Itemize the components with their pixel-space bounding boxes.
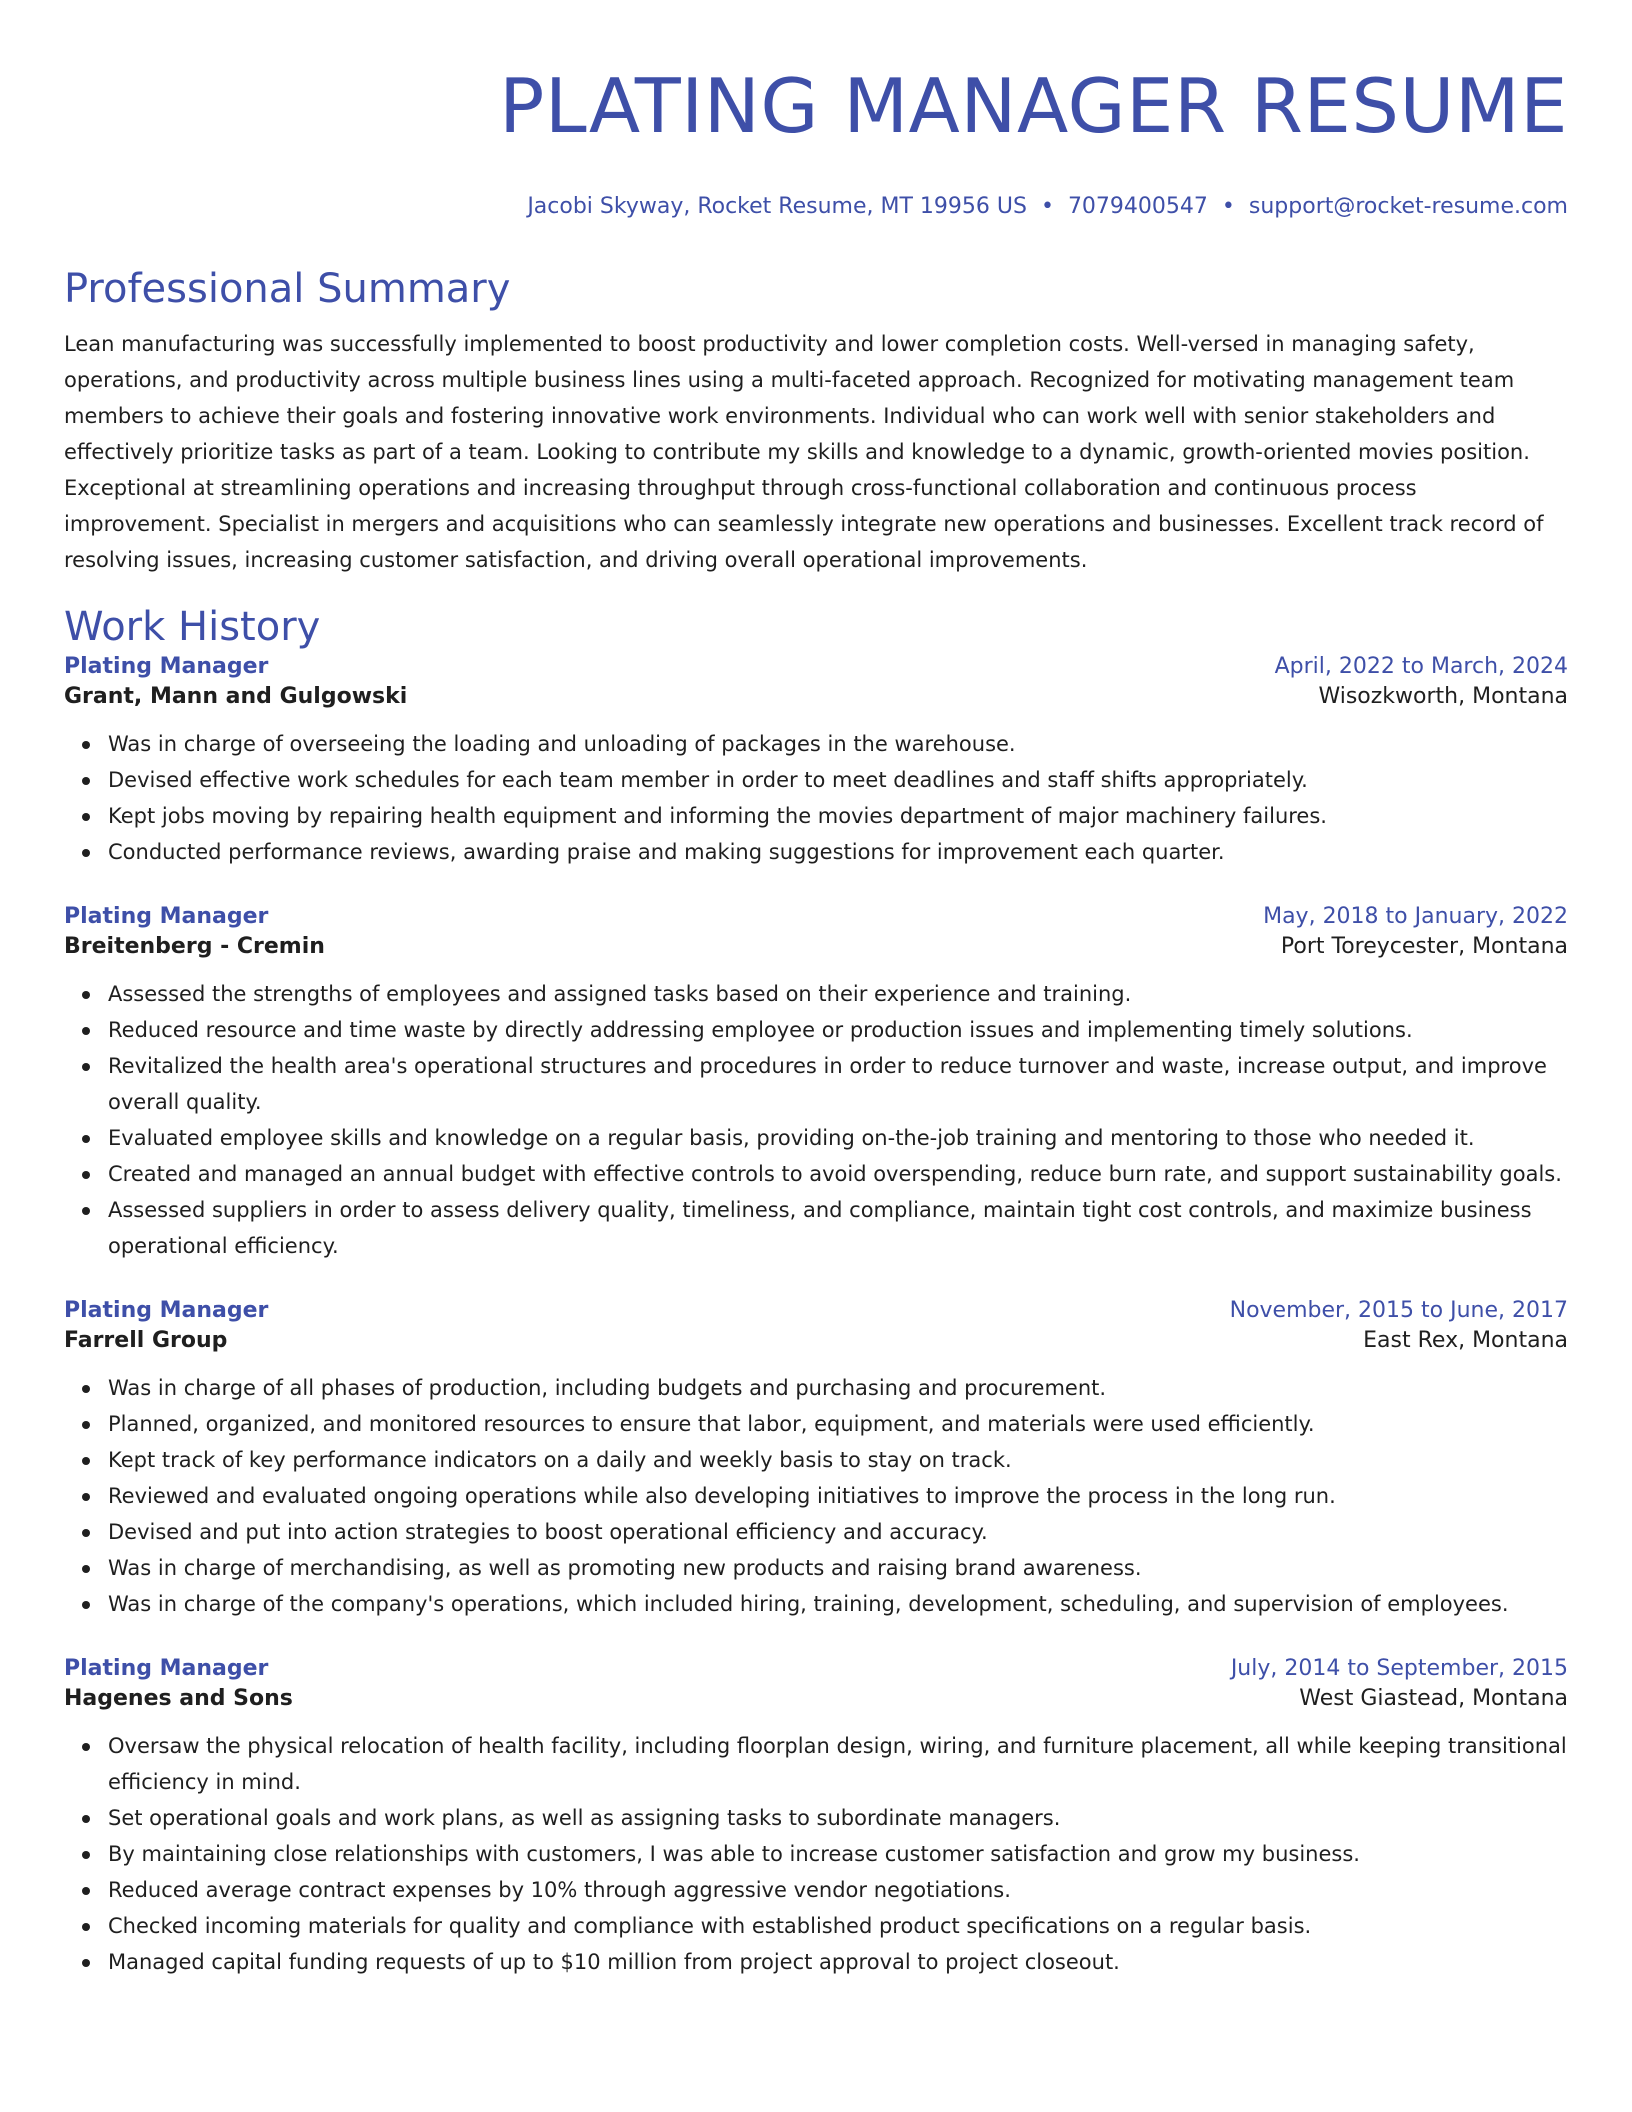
job-title: Plating Manager	[64, 904, 269, 929]
job-header-row	[64, 652, 1568, 682]
list-item: Set operational goals and work plans, as well as assigning tasks to subordinate managers.	[108, 1800, 1568, 1836]
job-company-row	[64, 1326, 1568, 1356]
resume-title: PLATING MANAGER RESUME	[499, 62, 1568, 150]
list-item: Revitalized the health area's operational structures and procedures in order to reduce turnover and waste, increase output, and improve overall quality.	[108, 1048, 1568, 1120]
job-header-row	[64, 902, 1568, 932]
job-company: Breitenberg - Cremin	[64, 934, 325, 959]
list-item: Reduced resource and time waste by directly addressing employee or production issues and implementing timely solutions.	[108, 1012, 1568, 1048]
contact-separator: •	[1221, 194, 1235, 219]
job-bullets	[64, 1370, 1568, 1622]
list-item: Kept jobs moving by repairing health equipment and informing the movies department of major machinery failures.	[108, 798, 1568, 834]
resume-header	[64, 56, 1568, 222]
job-company: Grant, Mann and Gulgowski	[64, 684, 408, 709]
list-item: Was in charge of all phases of production, including budgets and purchasing and procurement.	[108, 1370, 1568, 1406]
job-bullets	[64, 1728, 1568, 1980]
job-company: Hagenes and Sons	[64, 1686, 293, 1711]
job-entry	[64, 1654, 1568, 1980]
list-item: Assessed the strengths of employees and assigned tasks based on their experience and training.	[108, 976, 1568, 1012]
list-item: Devised effective work schedules for each team member in order to meet deadlines and staff shifts appropriately.	[108, 762, 1568, 798]
job-dates: November, 2015 to June, 2017	[1229, 1298, 1568, 1323]
summary-text: Lean manufacturing was successfully implemented to boost productivity and lower completion costs. Well-versed in managing safety, operations, and productivity across multiple business lines using a multi-faceted approach. Recognized for motivating management team members to achieve their goals and fostering innovative work environments. Individual who can work well with senior stakeholders and effectively prioritize tasks as part of a team. Looking to contribute my skills and knowledge to a dynamic, growth-oriented movies position. Exceptional at streamlining operations and increasing throughput through cross-functional collaboration and continuous process improvement. Specialist in mergers and acquisitions who can seamlessly integrate new operations and businesses. Excellent track record of resolving issues, increasing customer satisfaction, and driving overall operational improvements.	[64, 332, 1544, 572]
list-item: Was in charge of merchandising, as well as promoting new products and raising brand awareness.	[108, 1550, 1568, 1586]
list-item: Was in charge of the company's operations, which included hiring, training, development, scheduling, and supervision of employees.	[108, 1586, 1568, 1622]
job-company-row	[64, 932, 1568, 962]
list-item: By maintaining close relationships with customers, I was able to increase customer satisfaction and grow my business.	[108, 1836, 1568, 1872]
list-item: Conducted performance reviews, awarding praise and making suggestions for improvement each quarter.	[108, 834, 1568, 870]
job-title: Plating Manager	[64, 1656, 269, 1681]
list-item: Kept track of key performance indicators on a daily and weekly basis to stay on track.	[108, 1442, 1568, 1478]
job-location: Port Toreycester, Montana	[1280, 934, 1568, 959]
job-location: Wisozkworth, Montana	[1318, 684, 1568, 709]
job-company: Farrell Group	[64, 1328, 228, 1353]
job-company-row	[64, 1684, 1568, 1714]
list-item: Devised and put into action strategies to boost operational efficiency and accuracy.	[108, 1514, 1568, 1550]
job-bullets	[64, 976, 1568, 1264]
job-header-row	[64, 1296, 1568, 1326]
job-header-row	[64, 1654, 1568, 1684]
work-history-list	[64, 652, 1568, 1980]
contact-address: Jacobi Skyway, Rocket Resume, MT 19956 US	[527, 194, 1027, 219]
contact-separator: •	[1040, 194, 1054, 219]
job-location: West Giastead, Montana	[1299, 1686, 1568, 1711]
job-dates: July, 2014 to September, 2015	[1230, 1656, 1568, 1681]
list-item: Reduced average contract expenses by 10% through aggressive vendor negotiations.	[108, 1872, 1568, 1908]
contact-line	[64, 192, 1568, 222]
job-title: Plating Manager	[64, 1298, 269, 1323]
summary-heading: Professional Summary	[64, 266, 511, 312]
list-item: Was in charge of overseeing the loading and unloading of packages in the warehouse.	[108, 726, 1568, 762]
job-dates: May, 2018 to January, 2022	[1263, 904, 1568, 929]
list-item: Managed capital funding requests of up to $10 million from project approval to project closeout.	[108, 1944, 1568, 1980]
job-title: Plating Manager	[64, 654, 269, 679]
job-entry	[64, 1296, 1568, 1622]
contact-email[interactable]: support@rocket-resume.com	[1248, 194, 1568, 219]
job-entry	[64, 652, 1568, 870]
list-item: Reviewed and evaluated ongoing operations while also developing initiatives to improve the process in the long run.	[108, 1478, 1568, 1514]
list-item: Oversaw the physical relocation of health facility, including floorplan design, wiring, and furniture placement, all while keeping transitional efficiency in mind.	[108, 1728, 1568, 1800]
job-dates: April, 2022 to March, 2024	[1274, 654, 1568, 679]
job-bullets	[64, 726, 1568, 870]
contact-phone: 7079400547	[1067, 194, 1208, 219]
list-item: Checked incoming materials for quality and compliance with established product specifications on a regular basis.	[108, 1908, 1568, 1944]
job-company-row	[64, 682, 1568, 712]
work-history-heading: Work History	[64, 604, 321, 650]
list-item: Evaluated employee skills and knowledge on a regular basis, providing on-the-job training and mentoring to those who needed it.	[108, 1120, 1568, 1156]
job-location: East Rex, Montana	[1363, 1328, 1568, 1353]
list-item: Planned, organized, and monitored resources to ensure that labor, equipment, and materials were used efficiently.	[108, 1406, 1568, 1442]
list-item: Created and managed an annual budget with effective controls to avoid overspending, reduce burn rate, and support sustainability goals.	[108, 1156, 1568, 1192]
job-entry	[64, 902, 1568, 1264]
list-item: Assessed suppliers in order to assess delivery quality, timeliness, and compliance, maintain tight cost controls, and maximize business operational efficiency.	[108, 1192, 1568, 1264]
